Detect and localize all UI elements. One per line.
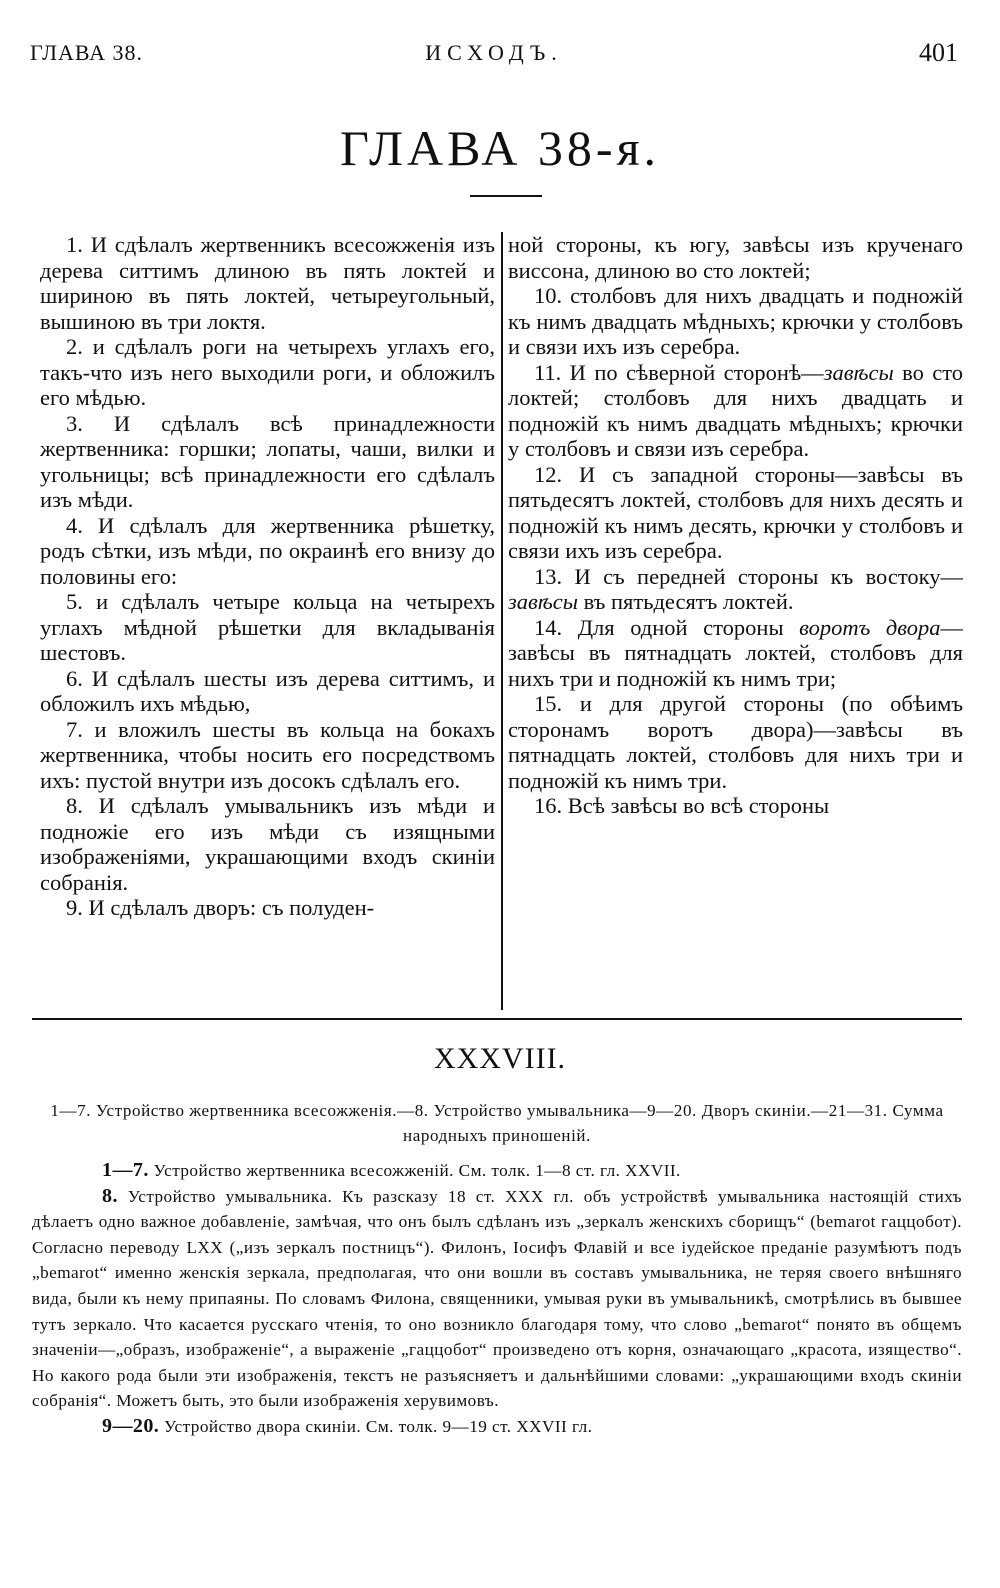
title-rule [470,195,542,197]
verse: 2. и сдѣлалъ роги на четырехъ углахъ его, такъ-что изъ него выходили роги, и обложилъ его мѣдью. [40,334,495,410]
verse [508,462,963,564]
verse-text: въ пятьдесятъ локтей. [578,589,794,614]
commentary-verse-range: 9—20. [102,1414,160,1437]
verse-text: 15. и для другой стороны (по обѣимъ сторонамъ воротъ двора)—завѣсы въ пятнадцать локтей, столбовъ для нихъ три и подножій къ нимъ три. [508,691,963,793]
verse: 5. и сдѣлалъ четыре кольца на четырехъ углахъ мѣдной рѣшетки для вкладыванія шестовъ. [40,589,495,665]
verse: 1. И сдѣлалъ жертвенникъ всесожженія изъ дерева ситтимъ длиною въ пять локтей и шириною въ пять локтей, четыреугольный, вышиною въ три локтя. [40,232,495,334]
verse-text: 13. И съ передней стороны къ востоку— [534,563,963,589]
verse-text: —завѣсы въ пятнадцать локтей, столбовъ для нихъ три и подножій къ нимъ три; [508,614,963,691]
verse: 4. И сдѣлалъ для жертвенника рѣшетку, родъ сѣтки, изъ мѣди, по окраинѣ его внизу до половины его: [40,512,495,589]
verse [508,615,963,692]
verse-text: 10. столбовъ для нихъ двадцать и подножій къ нимъ двадцать мѣдныхъ; крючки у столбовъ и связи ихъ изъ серебра. [508,283,963,359]
verse [508,283,963,360]
commentary-text: Устройство жертвенника всесожженій. См. толк. 1—8 ст. гл. XXVII. [148,1161,681,1180]
verse: 6. И сдѣлалъ шесты изъ дерева ситтимъ, и обложилъ ихъ мѣдью, [40,665,495,716]
commentary [32,1158,962,1440]
commentary-text: Устройство умывальника. Къ разсказу 18 ст. XXX гл. объ устройствѣ умывальника настоящій стихъ дѣлаетъ одно важное добавленіе, замѣчая, что онъ былъ сдѣланъ изъ „зеркалъ женскихъ сборищъ“ (bemarot гаццобот). Согласно переводу LXX („изъ зеркалъ постницъ“). Филонъ, Іосифъ Флавій и все іудейское преданіе разумѣютъ подъ „bemarot“ именно женскія зеркала, предполагая, что они вошли въ составъ умывальника, не теряя своего внѣшняго вида, были къ нему припаяны. По словамъ Филона, священники, умывая руки въ умывальникѣ, смотрѣлись въ бывшее тутъ зеркало. Что касается русскаго чтенія, то оно возникло благодаря тому, что слово „bemarot“ понято въ общемъ значеніи—„образъ, изображеніе“, а выраженіе „гаццобот“ произведено отъ корня, означающаго „красота, изящество“. Но какого рода были эти изображенія, текстъ не разъясняетъ и дальнѣйшими словами: „украшающими входъ скиніи собранія“. Можетъ быть, это были изображенія херувимовъ. [32,1186,962,1411]
scripture-column-left [40,232,495,1010]
verse-text: 12. И съ западной стороны—завѣсы въ пятьдесятъ локтей, столбовъ для нихъ десять и подножій къ нимъ десять, крючки у столбовъ и связи ихъ изъ серебра. [508,461,963,563]
chapter-title: ГЛАВА 38-я. [339,120,661,176]
section-rule [32,1018,962,1020]
verse [508,564,963,615]
verse-italic-text: завѣсы [823,359,894,385]
commentary-paragraph [32,1414,962,1440]
verse-italic-text: завѣсы [508,589,579,614]
section-summary: 1—7. Устройство жертвенника всесожженія.—8. Устройство умывальника—9—20. Дворъ скиніи.—21—31. Сумма народныхъ приношеній. [50,1101,944,1145]
running-head [30,38,958,74]
verse [508,360,963,462]
commentary-verse-range: 8. [102,1184,118,1207]
verse-text: 16. Всѣ завѣсы во всѣ стороны [534,793,830,818]
verse-continuation [508,232,963,283]
commentary-text: Устройство двора скиніи. См. толк. 9—19 ст. XXVII гл. [159,1416,593,1436]
verse-text: 11. И по сѣверной сторонѣ— [534,359,824,385]
verse [508,691,963,793]
verse [508,793,963,819]
scripture-column-right [508,232,963,1010]
verse-text: во сто локтей; столбовъ для нихъ двадцать и подножій къ нимъ двадцать мѣдныхъ; крючки у столбовъ и связи изъ серебра. [508,359,963,461]
commentary-paragraph [32,1158,962,1184]
running-head-book-title: ИСХОДЪ. [425,40,563,65]
verse: 3. И сдѣлалъ всѣ принадлежности жертвенника: горшки; лопаты, чаши, вилки и угольницы; всѣ принадлежности его сдѣлалъ изъ мѣди. [40,410,495,512]
running-head-chapter: ГЛАВА 38. [30,40,144,65]
verse: 9. И сдѣлалъ дворъ: съ полуден- [66,895,375,920]
section-number: XXXVIII. [433,1042,567,1075]
column-divider [501,232,503,1010]
page-number: 401 [919,38,958,67]
verse: 7. и вложилъ шесты въ кольца на бокахъ жертвенника, чтобы носить его посредствомъ ихъ: пустой внутри изъ досокъ сдѣлалъ его. [40,716,495,793]
commentary-paragraph [32,1184,962,1414]
verse-text: ной стороны, къ югу, завѣсы изъ крученаго виссона, длиною во сто локтей; [508,232,963,283]
verse-text: 14. Для одной стороны [534,614,800,640]
verse-italic-text: воротъ двора [799,614,941,640]
verse: 8. И сдѣлалъ умывальникъ изъ мѣди и подножіе его изъ мѣди съ изящными изображеніями, украшающими входъ скиніи собранія. [40,793,495,895]
scripture-columns [40,232,963,1010]
commentary-verse-range: 1—7. [102,1159,149,1181]
